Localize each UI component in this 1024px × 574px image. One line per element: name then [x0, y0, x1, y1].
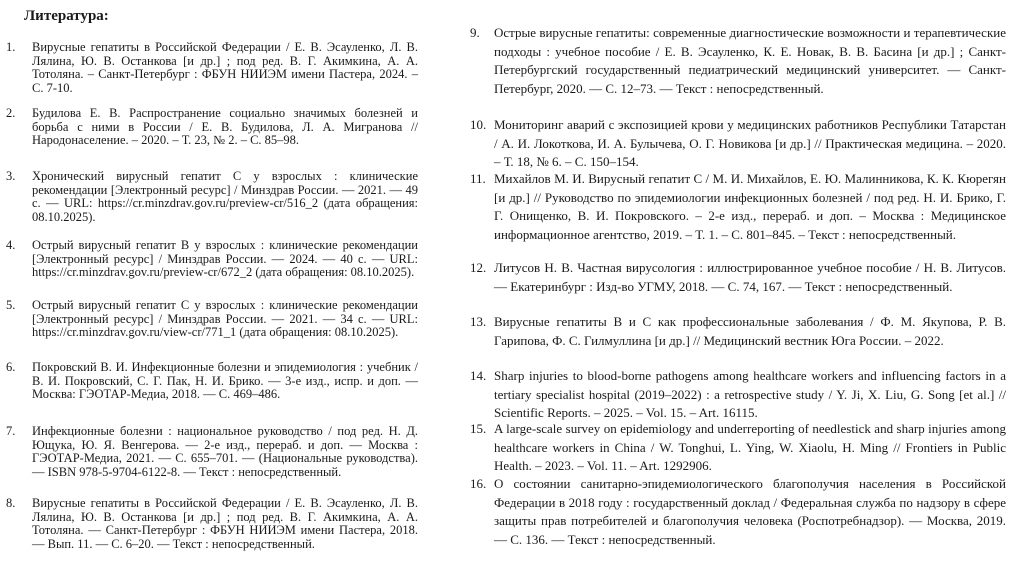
- reference-item-10: [462, 116, 1006, 172]
- reference-item-7: [0, 425, 418, 479]
- reference-text: Острый вирусный гепатит C у взрослых : клинические рекомендации [Электронный ресурс] / Минздрав России. — 2021. — 34 с. — URL: https://cr.minzdrav.gov.ru/view-cr/771_1 (дата обращения: 08.10.2025).: [32, 298, 418, 340]
- reference-item-5: [0, 299, 418, 340]
- reference-number: 2.: [6, 106, 16, 120]
- page-title: Литература:: [24, 8, 109, 24]
- reference-text: Мониторинг аварий с экспозицией крови у медицинских работников Республики Татарстан / А. И. Локоткова, И. А. Булычева, О. Г. Новикова [и др.] // Практическая медицина. – 2020. – Т. 18, № 6. – С. 150–154.: [494, 117, 1006, 170]
- reference-text: Будилова Е. В. Распространение социально значимых болезней и борьба с ними в России / Е. В. Будилова, Л. А. Мигранова // Народонаселение. – 2020. – Т. 23, № 2. – С. 85–98.: [32, 106, 418, 148]
- reference-text: Покровский В. И. Инфекционные болезни и эпидемиология : учебник / В. И. Покровский, С. Г. Пак, Н. И. Брико. — 3-е изд., испр. и доп. — Москва: ГЭОТАР-Медиа, 2018. — С. 469–486.: [32, 360, 418, 402]
- reference-text: Хронический вирусный гепатит C у взрослых : клинические рекомендации [Электронный ресурс] / Минздрав России. — 2021. — 49 с. — URL: https://cr.minzdrav.gov.ru/preview-cr/516_2 (дата обращения: 08.10.2025).: [32, 169, 418, 224]
- reference-number: 8.: [6, 496, 16, 510]
- reference-number: 3.: [6, 169, 16, 183]
- reference-text: Вирусные гепатиты в Российской Федерации / Е. В. Эсауленко, Л. В. Лялина, Ю. В. Останкова [и др.] ; под ред. В. Г. Акимкина, А. А. Тотоляна. – Санкт-Петербург : ФБУН НИИЭМ имени Пастера, 2024. – С. 7-10.: [32, 40, 418, 95]
- reference-number: 6.: [6, 360, 16, 374]
- reference-number: 1.: [6, 40, 16, 54]
- reference-number: 5.: [6, 298, 16, 312]
- reference-number: 12.: [470, 260, 487, 275]
- reference-number: 14.: [470, 368, 487, 383]
- reference-item-16: [462, 475, 1006, 549]
- reference-item-8: [0, 497, 418, 551]
- reference-text: A large-scale survey on epidemiology and underreporting of needlestick and sharp injuries among healthcare workers in China / W. Tonghui, L. Ying, W. Xiaolu, H. Ming // Frontiers in Public Health. – 2023. – Vol. 11. – Art. 1292906.: [494, 421, 1006, 474]
- reference-number: 4.: [6, 238, 16, 252]
- reference-number: 7.: [6, 424, 16, 438]
- reference-item-1: [0, 41, 418, 95]
- reference-item-11: [462, 170, 1006, 244]
- reference-text: Острый вирусный гепатит B у взрослых : клинические рекомендации [Электронный ресурс] / Минздрав России. — 2024. — 40 с. — URL: https://cr.minzdrav.gov.ru/preview-cr/672_2 (дата обращения: 08.10.2025).: [32, 238, 418, 280]
- reference-number: 13.: [470, 314, 487, 329]
- reference-item-6: [0, 361, 418, 402]
- reference-text: Вирусные гепатиты B и C как профессиональные заболевания / Ф. М. Якупова, Р. В. Гарипова, Ф. С. Гилмуллина [и др.] // Медицинский вестник Юга России. – 2022.: [494, 314, 1006, 348]
- reference-item-12: [462, 259, 1006, 296]
- reference-item-9: [462, 24, 1006, 98]
- reference-text: Инфекционные болезни : национальное руководство / под ред. Н. Д. Ющука, Ю. Я. Венгерова. — 2-е изд., перераб. и доп. — Москва : ГЭОТАР-Медиа, 2021. — С. 655–701. — (Национальные руководства). — ISBN 978-5-9704-6122-8. — Текст : непосредственный.: [32, 424, 418, 479]
- reference-item-2: [0, 107, 418, 148]
- reference-item-3: [0, 170, 418, 224]
- reference-number: 15.: [470, 421, 487, 436]
- reference-text: Михайлов М. И. Вирусный гепатит C / М. И. Михайлов, Е. Ю. Малинникова, К. К. Кюрегян [и др.] // Руководство по эпидемиологии инфекционных болезней / под ред. Н. И. Брико, Г. Г. Онищенко, В. И. Покровского. – 2-е изд., перераб. и доп. – Москва : Медицинское информационное агентство, 2019. – Т. 1. – С. 801–845. – Текст : непосредственный.: [494, 171, 1006, 242]
- reference-item-15: [462, 420, 1006, 476]
- reference-number: 11.: [470, 171, 486, 186]
- reference-number: 10.: [470, 117, 487, 132]
- reference-text: О состоянии санитарно-эпидемиологического благополучия населения в Российской Федерации в 2018 году : государственный доклад / Федеральная служба по надзору в сфере защиты прав потребителей и благополучия человека (Роспотребнадзор). — Москва, 2019. — С. 136. — Текст : непосредственный.: [494, 476, 1006, 547]
- reference-number: 16.: [470, 476, 487, 491]
- reference-item-14: [462, 367, 1006, 423]
- reference-text: Литусов Н. В. Частная вирусология : иллюстрированное учебное пособие / Н. В. Литусов. — Екатеринбург : Изд-во УГМУ, 2018. — С. 74, 167. — Текст : непосредственный.: [494, 260, 1006, 294]
- reference-number: 9.: [470, 25, 480, 40]
- reference-text: Вирусные гепатиты в Российской Федерации / Е. В. Эсауленко, Л. В. Лялина, Ю. В. Останкова [и др.] ; под ред. В. Г. Акимкина, А. А. Тотоляна. — Санкт-Петербург : ФБУН НИИЭМ имени Пастера, 2018. — Вып. 11. — С. 6–20. — Текст : непосредственный.: [32, 496, 418, 551]
- reference-text: Острые вирусные гепатиты: современные диагностические возможности и терапевтические подходы : учебное пособие / Е. В. Эсауленко, К. Е. Новак, В. В. Басина [и др.] ; Санкт-Петербургский государственный педиатрический медицинский университет. — Санкт-Петербург, 2020. — С. 12–73. — Текст : непосредственный.: [494, 25, 1006, 96]
- reference-item-4: [0, 239, 418, 280]
- reference-item-13: [462, 313, 1006, 350]
- reference-text: Sharp injuries to blood-borne pathogens among healthcare workers and influencing factors in a tertiary specialist hospital (2019–2022) : a retrospective study / Y. Ji, X. Liu, G. Song [et al.] // Scientific Reports. – 2025. – Vol. 15. – Art. 16115.: [494, 368, 1006, 421]
